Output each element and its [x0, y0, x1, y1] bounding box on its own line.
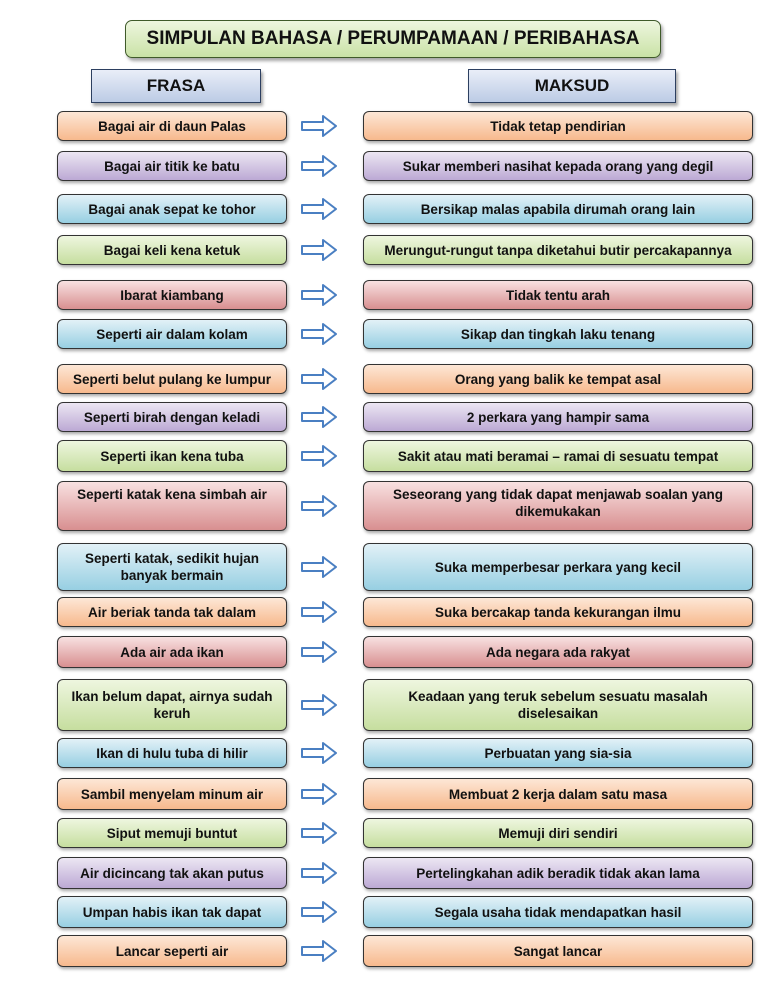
maksud-box: Suka memperbesar perkara yang kecil: [363, 543, 753, 591]
frasa-box: Ibarat kiambang: [57, 280, 287, 310]
right-arrow-icon: [301, 155, 337, 177]
right-arrow-icon: [301, 239, 337, 261]
frasa-box: Lancar seperti air: [57, 935, 287, 967]
maksud-column-header: MAKSUD: [468, 69, 676, 103]
right-arrow-icon: [301, 901, 337, 923]
frasa-box: Umpan habis ikan tak dapat: [57, 896, 287, 928]
maksud-box: Sukar memberi nasihat kepada orang yang degil: [363, 151, 753, 181]
right-arrow-icon: [301, 115, 337, 137]
frasa-box: Siput memuji buntut: [57, 818, 287, 848]
right-arrow-icon: [301, 445, 337, 467]
maksud-box: Membuat 2 kerja dalam satu masa: [363, 778, 753, 810]
frasa-box: Seperti birah dengan keladi: [57, 402, 287, 432]
frasa-box: Bagai anak sepat ke tohor: [57, 194, 287, 224]
maksud-box: Pertelingkahan adik beradik tidak akan lama: [363, 857, 753, 889]
maksud-box: Keadaan yang teruk sebelum sesuatu masalah diselesaikan: [363, 679, 753, 731]
right-arrow-icon: [301, 284, 337, 306]
frasa-box: Ikan belum dapat, airnya sudah keruh: [57, 679, 287, 731]
maksud-box: Segala usaha tidak mendapatkan hasil: [363, 896, 753, 928]
frasa-box: Seperti belut pulang ke lumpur: [57, 364, 287, 394]
right-arrow-icon: [301, 783, 337, 805]
maksud-box: Ada negara ada rakyat: [363, 636, 753, 668]
maksud-box: Tidak tentu arah: [363, 280, 753, 310]
frasa-box: Seperti ikan kena tuba: [57, 440, 287, 472]
frasa-box: Ikan di hulu tuba di hilir: [57, 738, 287, 768]
frasa-box: Bagai keli kena ketuk: [57, 235, 287, 265]
frasa-box: Air dicincang tak akan putus: [57, 857, 287, 889]
right-arrow-icon: [301, 323, 337, 345]
maksud-box: Suka bercakap tanda kekurangan ilmu: [363, 597, 753, 627]
maksud-box: Memuji diri sendiri: [363, 818, 753, 848]
right-arrow-icon: [301, 940, 337, 962]
maksud-box: Bersikap malas apabila dirumah orang lain: [363, 194, 753, 224]
right-arrow-icon: [301, 862, 337, 884]
maksud-box: Merungut-rungut tanpa diketahui butir percakapannya: [363, 235, 753, 265]
frasa-box: Seperti katak kena simbah air: [57, 481, 287, 531]
right-arrow-icon: [301, 368, 337, 390]
right-arrow-icon: [301, 556, 337, 578]
frasa-box: Bagai air di daun Palas: [57, 111, 287, 141]
maksud-box: 2 perkara yang hampir sama: [363, 402, 753, 432]
maksud-box: Seseorang yang tidak dapat menjawab soalan yang dikemukakan: [363, 481, 753, 531]
maksud-box: Sikap dan tingkah laku tenang: [363, 319, 753, 349]
maksud-box: Perbuatan yang sia-sia: [363, 738, 753, 768]
maksud-box: Orang yang balik ke tempat asal: [363, 364, 753, 394]
right-arrow-icon: [301, 601, 337, 623]
maksud-box: Sakit atau mati beramai – ramai di sesuatu tempat: [363, 440, 753, 472]
right-arrow-icon: [301, 694, 337, 716]
frasa-box: Seperti air dalam kolam: [57, 319, 287, 349]
page-title: SIMPULAN BAHASA / PERUMPAMAAN / PERIBAHASA: [125, 20, 661, 58]
frasa-box: Air beriak tanda tak dalam: [57, 597, 287, 627]
frasa-box: Sambil menyelam minum air: [57, 778, 287, 810]
right-arrow-icon: [301, 641, 337, 663]
right-arrow-icon: [301, 742, 337, 764]
right-arrow-icon: [301, 822, 337, 844]
frasa-column-header: FRASA: [91, 69, 261, 103]
frasa-box: Ada air ada ikan: [57, 636, 287, 668]
frasa-box: Bagai air titik ke batu: [57, 151, 287, 181]
maksud-box: Sangat lancar: [363, 935, 753, 967]
maksud-box: Tidak tetap pendirian: [363, 111, 753, 141]
frasa-box: Seperti katak, sedikit hujan banyak bermain: [57, 543, 287, 591]
right-arrow-icon: [301, 406, 337, 428]
right-arrow-icon: [301, 495, 337, 517]
right-arrow-icon: [301, 198, 337, 220]
